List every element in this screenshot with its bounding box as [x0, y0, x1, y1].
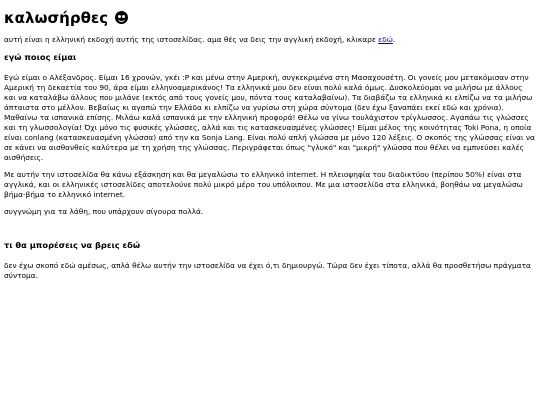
about-paragraph-3: συγγνώμη για τα λάθη, που υπάρχουν σίγουρα πολλά.: [4, 207, 204, 216]
find-heading: τι θα μπορέσεις να βρεις εδώ: [4, 240, 141, 250]
about-heading: εγώ ποιος είμαι: [4, 52, 77, 62]
english-version-link[interactable]: εδώ: [378, 35, 393, 44]
smiley-face-icon: [115, 11, 128, 24]
about-paragraph-2: Με αυτήν την ιστοσελίδα θα κάνω εξάσκηση και θα μεγαλώσω το ελληνικό internet. Η πλειοψηφία του διαδικτύου (περίπου 50%) είναι στα αγγλικά, και οι ελληνικές ιστοσελίδες αποτελούνε πολύ μικρό μέρο του υπόλοιπου. Με μια ιστοσελίδα στα ελληνικά, βοηθάω να μεγαλώσω βήμα-βήμα το ελληνικό internet.: [4, 170, 523, 199]
page-title-text: καλωσήρθες: [4, 9, 109, 27]
intro-paragraph: [4, 35, 536, 45]
about-paragraph-1: Εγώ είμαι ο Αλέξανδρος. Είμαι 16 χρονών, γκέι :P και μένω στην Αμερική, συγκεκριμένα στη Μασαχουσέτη. Οι γονείς μου μετακόμισαν στην Αμερική τη δεκαετία του 90, άρα είμαι ελληνοαμερικάνος! Τα ελληνικά μου δεν είναι πολύ καλά όμως. Δυσκολεύομαι να μιλήσω με άλλους και να καταλάβω άλλους που μιλάνε (εκτός από τους γονείς μου, πόντα τους καταλαβαίνω). Τα διαβάζω τα ελληνικά κι ελπίζω να τα μιλήσω άπταιστα στο μέλλον. Βεβαίως κι αγαπώ την Ελλάδα κι ελπίζω να γυρίσω στη χώρα σύντομα (δεν έχω ξαναπάει εκεί εδώ και χρόνια). Μαθαίνω τα ισπανικά επίσης. Μιλάω καλά ισπανικά με την ελληνική προφορά! Θέλω να γίνω τουλάχιστον τρίγλωσσος. Αγαπάω τις γλώσσες και τη γλωσσολογία! Όχι μόνο τις φυσικές γλώσσες, αλλά και τις κατασκευασμένες γλώσσες! Είμαι μέλος της κοινότητας Toki Pona, η οποία είναι conlang (κατασκευασμένη γλώσσα) από την κα Sonja Lang. Είναι πολύ απλή γλώσσα με μόνο 120 λέξεις. Ο σκοπός της γλώσσας είναι να σε κάνει να αισθανθείς καλύτερα με τη χρήση της γλώσσας. Περιγράφεται όπως "γλυκό" και "μικρή" γλώσσα που θέλει να εμπνεύσει καλές αισθήσεις.: [4, 73, 535, 162]
page-title: [4, 9, 536, 27]
section-spacer: [4, 224, 536, 240]
find-paragraph: δεν έχω σκοπό εδώ αμέσως, απλά θέλω αυτήν την ιστοσελίδα να έχει ό,τι δημιουργώ. Τώρα δεν έχει τίποτα, αλλά θα προσθετήσω πράγματα σύντομα.: [4, 261, 531, 280]
intro-end: .: [392, 35, 396, 44]
intro-text: αυτή είναι η ελληνική εκδοχή αυτής της ιστοσελίδας. αμα θές να δεις την αγγλική εκδοχή, κλικαρε: [4, 35, 379, 44]
